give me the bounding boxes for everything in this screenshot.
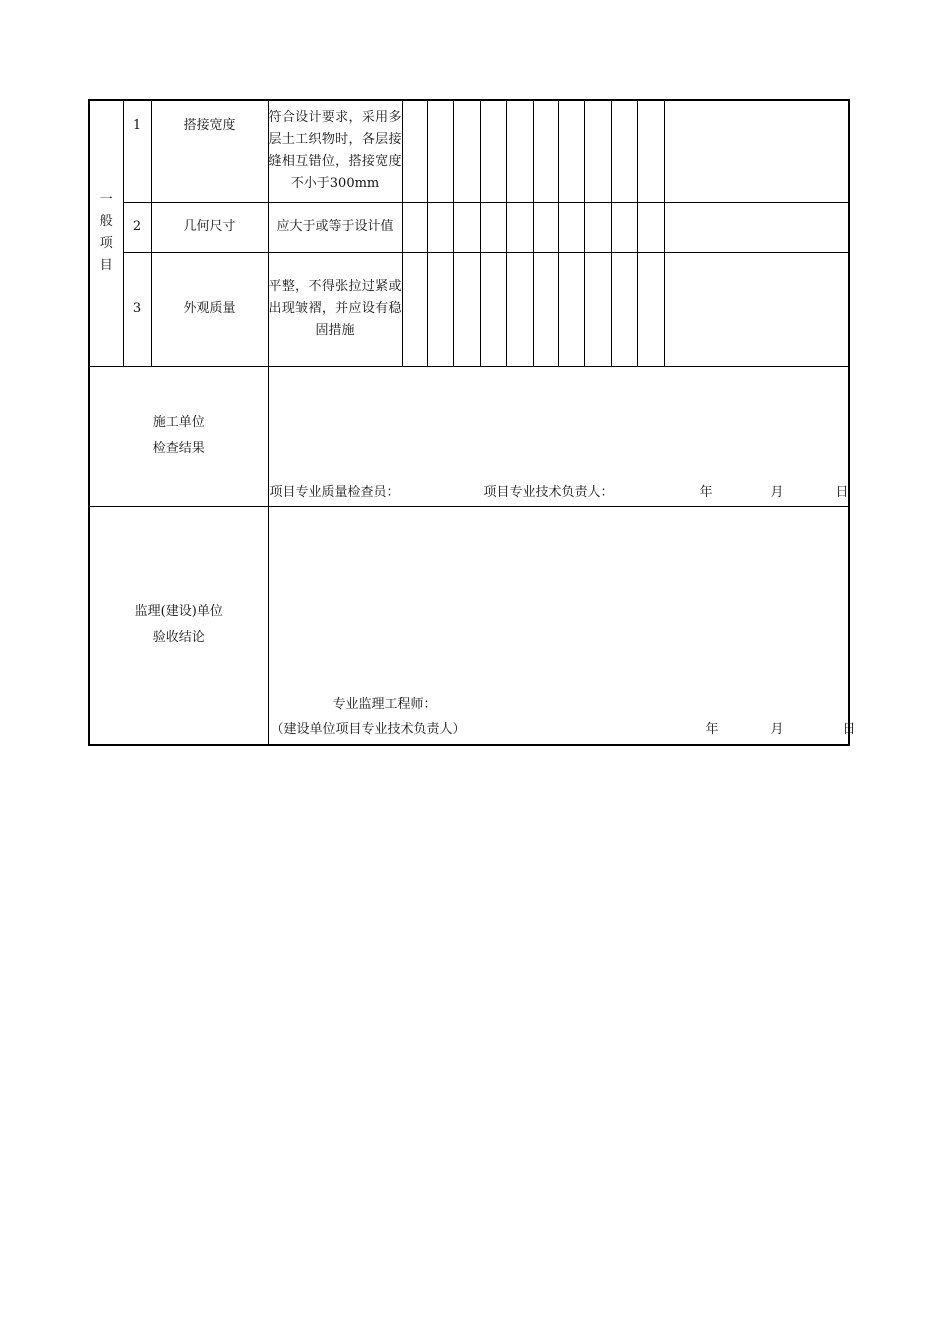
measure-cell[interactable] [611, 202, 637, 252]
measure-cell[interactable] [533, 252, 558, 366]
measure-cell[interactable] [453, 100, 480, 202]
date-month-label: 月 [770, 484, 784, 500]
measure-cell[interactable] [506, 202, 533, 252]
general-item-row-3 [89, 252, 849, 366]
date-month-label: 月 [770, 722, 784, 737]
item-standard: 平整，不得张拉过紧或出现皱褶，并应设有稳固措施 [268, 252, 402, 366]
date-day-label: 日 [842, 722, 856, 737]
measure-cell[interactable] [402, 252, 427, 366]
date-year-label: 年 [705, 722, 719, 737]
measure-cell[interactable] [584, 202, 611, 252]
item-name: 几何尺寸 [151, 202, 268, 252]
measure-cell[interactable] [637, 202, 664, 252]
measure-cell[interactable] [480, 100, 506, 202]
date-day-label: 日 [835, 484, 849, 500]
measure-cell[interactable] [427, 100, 453, 202]
measure-cell[interactable] [427, 252, 453, 366]
measure-cell[interactable] [584, 252, 611, 366]
remark-cell[interactable] [664, 252, 849, 366]
measure-cell[interactable] [637, 100, 664, 202]
item-name: 搭接宽度 [151, 100, 268, 202]
remark-cell[interactable] [664, 100, 849, 202]
measure-cell[interactable] [558, 202, 584, 252]
construction-check-content[interactable] [268, 366, 849, 506]
item-standard: 应大于或等于设计值 [268, 202, 402, 252]
item-number: 2 [123, 202, 151, 252]
construction-check-label: 施工单位 检查结果 [89, 366, 268, 506]
measure-cell[interactable] [402, 202, 427, 252]
measure-cell[interactable] [533, 202, 558, 252]
item-standard: 符合设计要求，采用多层土工织物时，各层接缝相互错位，搭接宽度不小于300mm [268, 100, 402, 202]
quality-inspector-label: 项目专业质量检查员： [269, 484, 400, 500]
date-year-label: 年 [699, 484, 713, 500]
measure-cell[interactable] [506, 252, 533, 366]
supervision-conclusion-content[interactable] [268, 506, 856, 745]
construction-check-row [89, 366, 849, 506]
remark-cell[interactable] [664, 202, 849, 252]
measure-cell[interactable] [611, 252, 637, 366]
measure-cell[interactable] [453, 252, 480, 366]
measure-cell[interactable] [427, 202, 453, 252]
owner-tech-lead-label: （建设单位项目专业技术负责人） [270, 722, 466, 737]
supervision-conclusion-row [89, 506, 849, 745]
measure-cell[interactable] [637, 252, 664, 366]
general-item-row-1 [89, 100, 849, 202]
measure-cell[interactable] [558, 252, 584, 366]
measure-cell[interactable] [558, 100, 584, 202]
measure-cell[interactable] [584, 100, 611, 202]
measure-cell[interactable] [402, 100, 427, 202]
inspection-table [88, 99, 856, 746]
measure-cell[interactable] [480, 252, 506, 366]
measure-cell[interactable] [453, 202, 480, 252]
item-number: 1 [123, 100, 151, 202]
measure-cell[interactable] [506, 100, 533, 202]
general-item-row-2 [89, 202, 849, 252]
item-name: 外观质量 [151, 252, 268, 366]
measure-cell[interactable] [611, 100, 637, 202]
supervision-conclusion-label: 监理(建设)单位 验收结论 [89, 506, 268, 745]
measure-cell[interactable] [480, 202, 506, 252]
supervising-engineer-label: 专业监理工程师： [332, 697, 437, 712]
general-items-group-label: 一 般 项 目 [89, 100, 123, 366]
item-number: 3 [123, 252, 151, 366]
tech-lead-label: 项目专业技术负责人： [483, 484, 614, 500]
measure-cell[interactable] [533, 100, 558, 202]
